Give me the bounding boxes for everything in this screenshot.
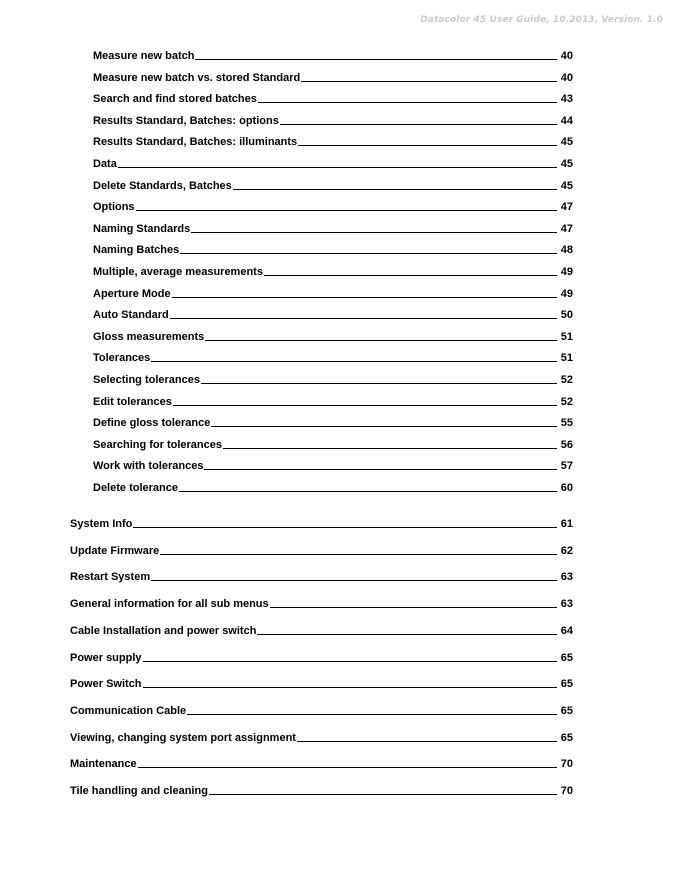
toc-leader-line xyxy=(204,458,557,470)
toc-entry-title: Search and find stored batches xyxy=(93,93,257,106)
toc-leader-line xyxy=(151,350,557,362)
toc-entry[interactable] xyxy=(70,516,573,532)
toc-entry-page: 50 xyxy=(560,309,573,322)
toc-entry-title: Work with tolerances xyxy=(93,460,204,473)
toc-entry[interactable] xyxy=(93,372,573,388)
toc-entry[interactable] xyxy=(93,415,573,431)
toc-entry-page: 40 xyxy=(560,71,573,84)
toc-leader-line xyxy=(280,113,557,125)
toc-entry-title: Edit tolerances xyxy=(93,395,172,408)
toc-entry-title: Define gloss tolerance xyxy=(93,417,211,430)
toc-entry-page: 70 xyxy=(560,785,573,797)
toc-entry[interactable] xyxy=(93,134,573,150)
toc-leader-line xyxy=(301,70,557,82)
toc-leader-line xyxy=(195,48,557,60)
toc-entry[interactable] xyxy=(70,623,573,639)
toc-entry[interactable] xyxy=(70,730,573,746)
toc-entry-title: Auto Standard xyxy=(93,309,169,322)
toc-entry-title: Measure new batch xyxy=(93,50,195,62)
toc-entry-page: 60 xyxy=(560,482,573,494)
toc-entry-page: 45 xyxy=(560,179,573,192)
toc-entry-title: Restart System xyxy=(70,571,151,584)
toc-entry[interactable] xyxy=(93,437,573,453)
toc-leader-line xyxy=(136,199,557,211)
toc-leader-line xyxy=(211,415,557,427)
toc-leader-line xyxy=(133,516,557,528)
toc-entry-page: 70 xyxy=(560,758,573,771)
toc-entry[interactable] xyxy=(70,756,573,772)
toc-leader-line xyxy=(223,437,557,449)
toc-entry-title: Searching for tolerances xyxy=(93,438,222,451)
document-header: Datacolor 45 User Guide, 10.2013, Version. 1.0 xyxy=(420,15,663,25)
toc-entry-title: Options xyxy=(93,201,135,214)
toc-leader-line xyxy=(201,372,557,384)
toc-leader-line xyxy=(258,91,557,103)
toc-entry-title: Multiple, average measurements xyxy=(93,266,263,278)
toc-entry-page: 47 xyxy=(560,222,573,235)
toc-entry-title: System Info xyxy=(70,518,133,530)
toc-entry[interactable] xyxy=(93,178,573,194)
toc-leader-line xyxy=(180,242,557,254)
toc-entry-page: 44 xyxy=(560,114,573,127)
toc-entry[interactable] xyxy=(93,242,573,258)
toc-entry-page: 45 xyxy=(560,136,573,149)
toc-entry[interactable] xyxy=(70,783,573,799)
toc-leader-line xyxy=(179,480,557,492)
toc-leader-line xyxy=(172,286,557,298)
toc-leader-line xyxy=(264,264,557,276)
toc-entry-title: Naming Batches xyxy=(93,244,180,257)
toc-entry-page: 51 xyxy=(560,330,573,343)
toc-leader-line xyxy=(118,156,557,168)
toc-entry-page: 61 xyxy=(560,518,573,530)
toc-entry[interactable] xyxy=(93,113,573,129)
toc-entry[interactable] xyxy=(93,307,573,323)
toc-entry[interactable] xyxy=(93,458,573,474)
toc-entry[interactable] xyxy=(70,569,573,585)
toc-entry[interactable] xyxy=(93,394,573,410)
toc-leader-line xyxy=(143,650,557,662)
toc-entry[interactable] xyxy=(93,329,573,345)
toc-entry[interactable] xyxy=(93,350,573,366)
toc-entry-page: 45 xyxy=(560,158,573,170)
toc-leader-line xyxy=(205,329,557,341)
toc-entry[interactable] xyxy=(93,156,573,172)
toc-entry-page: 65 xyxy=(560,678,573,691)
toc-leader-line xyxy=(138,756,557,768)
toc-entry-title: Viewing, changing system port assignment xyxy=(70,731,296,744)
toc-leader-line xyxy=(298,134,557,146)
toc-entry-page: 47 xyxy=(560,201,573,214)
toc-entry[interactable] xyxy=(93,70,573,86)
toc-leader-line xyxy=(191,221,557,233)
toc-entry-page: 51 xyxy=(560,352,573,365)
toc-entry[interactable] xyxy=(93,286,573,302)
toc-entry-page: 48 xyxy=(560,244,573,257)
toc-leader-line xyxy=(209,783,557,795)
toc-entry-page: 57 xyxy=(560,460,573,473)
toc-entry[interactable] xyxy=(70,676,573,692)
toc-entry-title: Power Switch xyxy=(70,678,142,691)
toc-leader-line xyxy=(173,394,557,406)
toc-entry[interactable] xyxy=(70,543,573,559)
toc-entry-title: Naming Standards xyxy=(93,222,191,235)
toc-entry-title: Delete Standards, Batches xyxy=(93,179,232,192)
toc-entry-page: 49 xyxy=(560,266,573,278)
toc-entry-page: 63 xyxy=(560,598,573,611)
toc-entry[interactable] xyxy=(70,650,573,666)
toc-entry[interactable] xyxy=(93,199,573,215)
toc-leader-line xyxy=(233,178,557,190)
toc-entry[interactable] xyxy=(93,480,573,496)
toc-entry-page: 52 xyxy=(560,374,573,386)
toc-entry-title: Results Standard, Batches: options xyxy=(93,114,279,127)
toc-entry-page: 43 xyxy=(560,93,573,106)
toc-entry-title: Gloss measurements xyxy=(93,330,205,343)
toc-entry-page: 63 xyxy=(560,571,573,584)
toc-leader-line xyxy=(151,569,557,581)
toc-leader-line xyxy=(270,596,557,608)
toc-entry[interactable] xyxy=(93,221,573,237)
toc-leader-line xyxy=(257,623,557,635)
toc-entry-page: 40 xyxy=(560,50,573,62)
toc-entry-title: Maintenance xyxy=(70,758,137,771)
toc-entry-page: 52 xyxy=(560,395,573,408)
toc-entry[interactable] xyxy=(70,596,573,612)
toc-entry[interactable] xyxy=(93,264,573,280)
toc-entry-title: Tile handling and cleaning xyxy=(70,785,208,797)
toc-entry-page: 65 xyxy=(560,651,573,664)
toc-entry-page: 62 xyxy=(560,544,573,557)
toc-entry-title: General information for all sub menus xyxy=(70,598,269,611)
toc-entry-title: Communication Cable xyxy=(70,704,187,717)
toc-leader-line xyxy=(297,730,557,742)
toc-leader-line xyxy=(143,676,557,688)
toc-entry-page: 55 xyxy=(560,417,573,430)
toc-entry[interactable] xyxy=(93,91,573,107)
toc-entry-page: 65 xyxy=(560,704,573,717)
toc-entry-title: Power supply xyxy=(70,651,142,664)
toc-entry-title: Data xyxy=(93,158,117,170)
toc-entry-title: Delete tolerance xyxy=(93,482,178,494)
toc-entry-page: 56 xyxy=(560,438,573,451)
toc-entry[interactable] xyxy=(70,703,573,719)
toc-entry-title: Tolerances xyxy=(93,352,151,365)
toc-entry-title: Cable Installation and power switch xyxy=(70,624,257,637)
toc-entry-title: Update Firmware xyxy=(70,544,160,557)
toc-entry-title: Selecting tolerances xyxy=(93,374,200,386)
toc-entry-page: 65 xyxy=(560,731,573,744)
toc-entry-page: 49 xyxy=(560,287,573,300)
toc-entry-title: Aperture Mode xyxy=(93,287,171,300)
toc-entry-title: Results Standard, Batches: illuminants xyxy=(93,136,298,149)
toc-entry[interactable] xyxy=(93,48,573,64)
toc-leader-line xyxy=(187,703,557,715)
toc-entry-page: 64 xyxy=(560,624,573,637)
toc-entry-title: Measure new batch vs. stored Standard xyxy=(93,71,301,84)
toc-leader-line xyxy=(170,307,557,319)
toc-leader-line xyxy=(160,543,557,555)
